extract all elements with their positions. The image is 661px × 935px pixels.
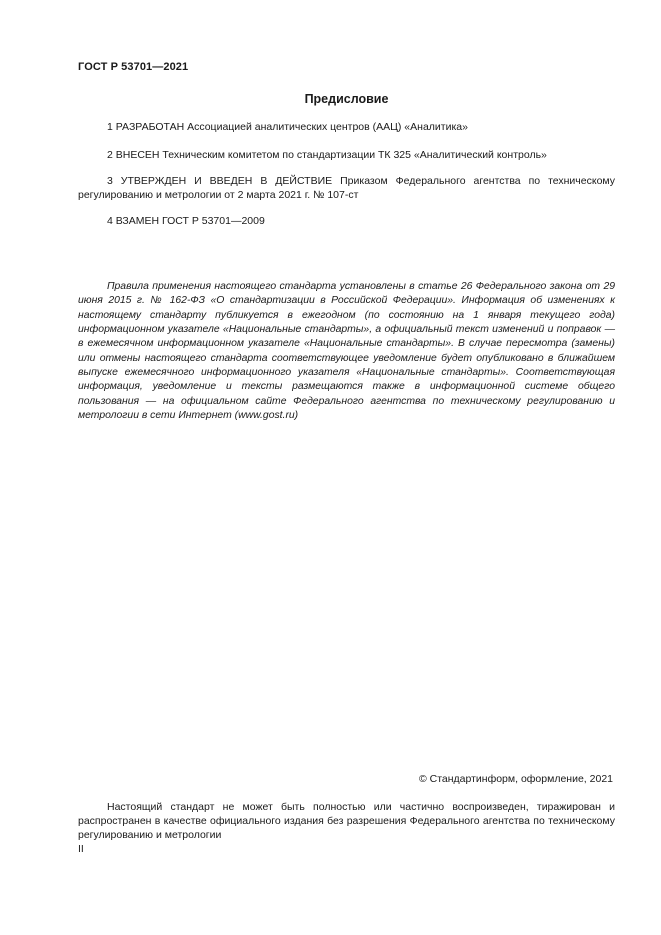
foreword-item-approved: 3 УТВЕРЖДЕН И ВВЕДЕН В ДЕЙСТВИЕ Приказом Федерального агентства по техническому регулированию и метрологии от 2 марта 2021 г. № 107-ст: [78, 175, 615, 201]
foreword-item-developed: 1 РАЗРАБОТАН Ассоциацией аналитических центров (ААЦ) «Аналитика»: [107, 121, 468, 133]
rules-paragraph: Правила применения настоящего стандарта установлены в статье 26 Федерального закона от 29 июня 2015 г. № 162-ФЗ «О стандартизации в Российской Федерации». Информация об изменениях к настоящему стандарту публикуется в ежегодном (по состоянию на 1 января текущего года) информационном указателе «Национальные стандарты», а официальный текст изменений и поправок — в ежемесячном информационном указателе «Национальные стандарты». В случае пересмотра (замены) или отмены настоящего стандарта соответствующее уведомление будет опубликовано в ближайшем выпуске ежемесячного информационного указателя «Национальные стандарты». Соответствующая информация, уведомление и тексты размещаются также в информационной системе общего пользования — на официальном сайте Федерального агентства по техническому регулированию и метрологии в сети Интернет (www.gost.ru): [78, 281, 615, 422]
standard-code: ГОСТ Р 53701—2021: [78, 61, 189, 73]
foreword-item-introduced: 2 ВНЕСЕН Техническим комитетом по стандартизации ТК 325 «Аналитический контроль»: [107, 149, 547, 161]
foreword-item-replaces: 4 ВЗАМЕН ГОСТ Р 53701—2009: [107, 215, 265, 227]
reproduction-notice: Настоящий стандарт не может быть полностью или частично воспроизведен, тиражирован и распространен в качестве официального издания без разрешения Федерального агентства по техническому регулированию и метрологии: [78, 801, 615, 841]
copyright-line: © Стандартинформ, оформление, 2021: [418, 773, 613, 785]
page-title: Предисловие: [304, 92, 389, 106]
page-number: II: [78, 843, 84, 855]
